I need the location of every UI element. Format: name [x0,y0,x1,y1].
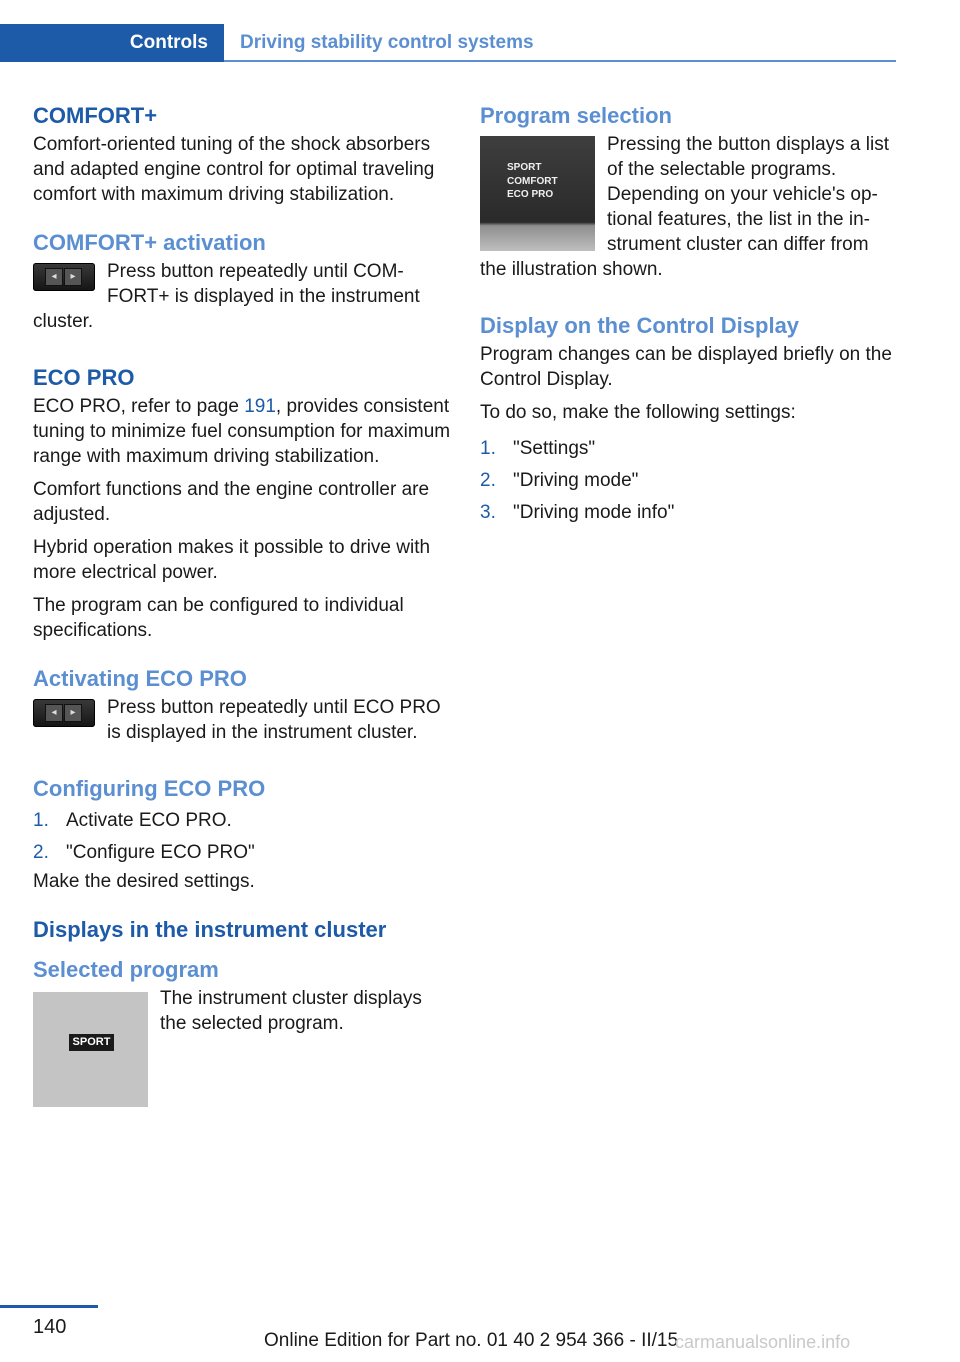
eco-pro-paragraph-3: Hybrid operation makes it possible to drive with more electrical power. [33,537,431,583]
sport-badge: SPORT [69,1034,114,1051]
driving-mode-button-image: ◂ ▸ [33,263,95,291]
eco-pro-config-heading: Configuring ECO PRO [33,776,266,801]
selected-program-heading: Selected program [33,957,219,982]
menu-line: ECO PRO [507,189,554,200]
list-item: 1. Activate ECO PRO. [33,810,232,831]
eco-pro-text: ECO PRO, refer to page 191, provides consistent tuning to minimize fuel consumption for maximum range with maximum driving stabilization. [33,396,451,467]
list-item: 2. "Driving mode" [480,470,639,491]
comfort-activation-text: Press button repeatedly until COMFORT+ is displayed in the instrument cluster. [33,261,420,332]
selected-program-text: The instrument cluster displays the selected program. [160,988,422,1034]
eco-pro-paragraph-2: Comfort functions and the engine controller are adjusted. [33,479,430,525]
list-item: 2. "Configure ECO PRO" [33,842,255,863]
comfort-heading: COMFORT+ [33,103,158,128]
eco-pro-paragraph-4: The program can be configured to individual specifications. [33,595,404,641]
comfort-activation-heading: COMFORT+ activation [33,230,266,255]
right-column [480,100,900,529]
program-list-image [480,136,595,251]
header-divider [224,60,896,62]
control-display-steps [480,433,900,529]
control-display-heading: Display on the Control Display [480,313,800,338]
comfort-activation-block [33,259,453,334]
eco-pro-config-steps [33,805,453,869]
driving-mode-button-image: ◂ ▸ [33,699,95,727]
section-tab: Controls [0,24,224,62]
watermark: carmanualsonline.info [675,1332,851,1352]
edition-text: Online Edition for Part no. 01 40 2 954 366 - II/15 [264,1330,679,1351]
eco-pro-activation-block [33,695,453,745]
eco-pro-config-after: Make the desired settings. [33,871,255,892]
displays-heading: Displays in the instrument cluster [33,917,387,942]
page-reference-link[interactable]: 191 [244,396,276,417]
program-selection-block [480,132,900,282]
page-header [0,24,896,62]
instrument-cluster-image [33,992,148,1107]
eco-pro-activation-heading: Activating ECO PRO [33,666,247,691]
program-selection-text: Pressing the button displays a list of the selectable programs. Depending on your vehicle's optional features, the list in the instrument cluster can differ from the illustration shown. [480,134,889,280]
comfort-text: Comfort-oriented tuning of the shock absorbers and adapted engine control for optimal traveling comfort with maximum driving stabilization. [33,134,435,205]
menu-line: COMFORT [507,176,558,187]
list-item: 1. "Settings" [480,438,596,459]
selected-program-block [33,986,453,1113]
chapter-title: Driving stability control systems [240,32,534,53]
left-column [33,100,453,1113]
control-display-paragraph-2: To do so, make the following settings: [480,402,796,423]
eco-pro-activation-text: Press button repeatedly until ECO PRO is displayed in the instrument cluster. [107,697,441,743]
page-number: 140 [33,1316,67,1338]
eco-pro-heading: ECO PRO [33,365,135,390]
footer-divider [0,1305,98,1308]
program-selection-heading: Program selection [480,103,672,128]
control-display-paragraph-1: Program changes can be displayed briefly on the Control Display. [480,344,892,390]
list-item: 3. "Driving mode info" [480,502,675,523]
menu-line: SPORT [507,162,542,173]
